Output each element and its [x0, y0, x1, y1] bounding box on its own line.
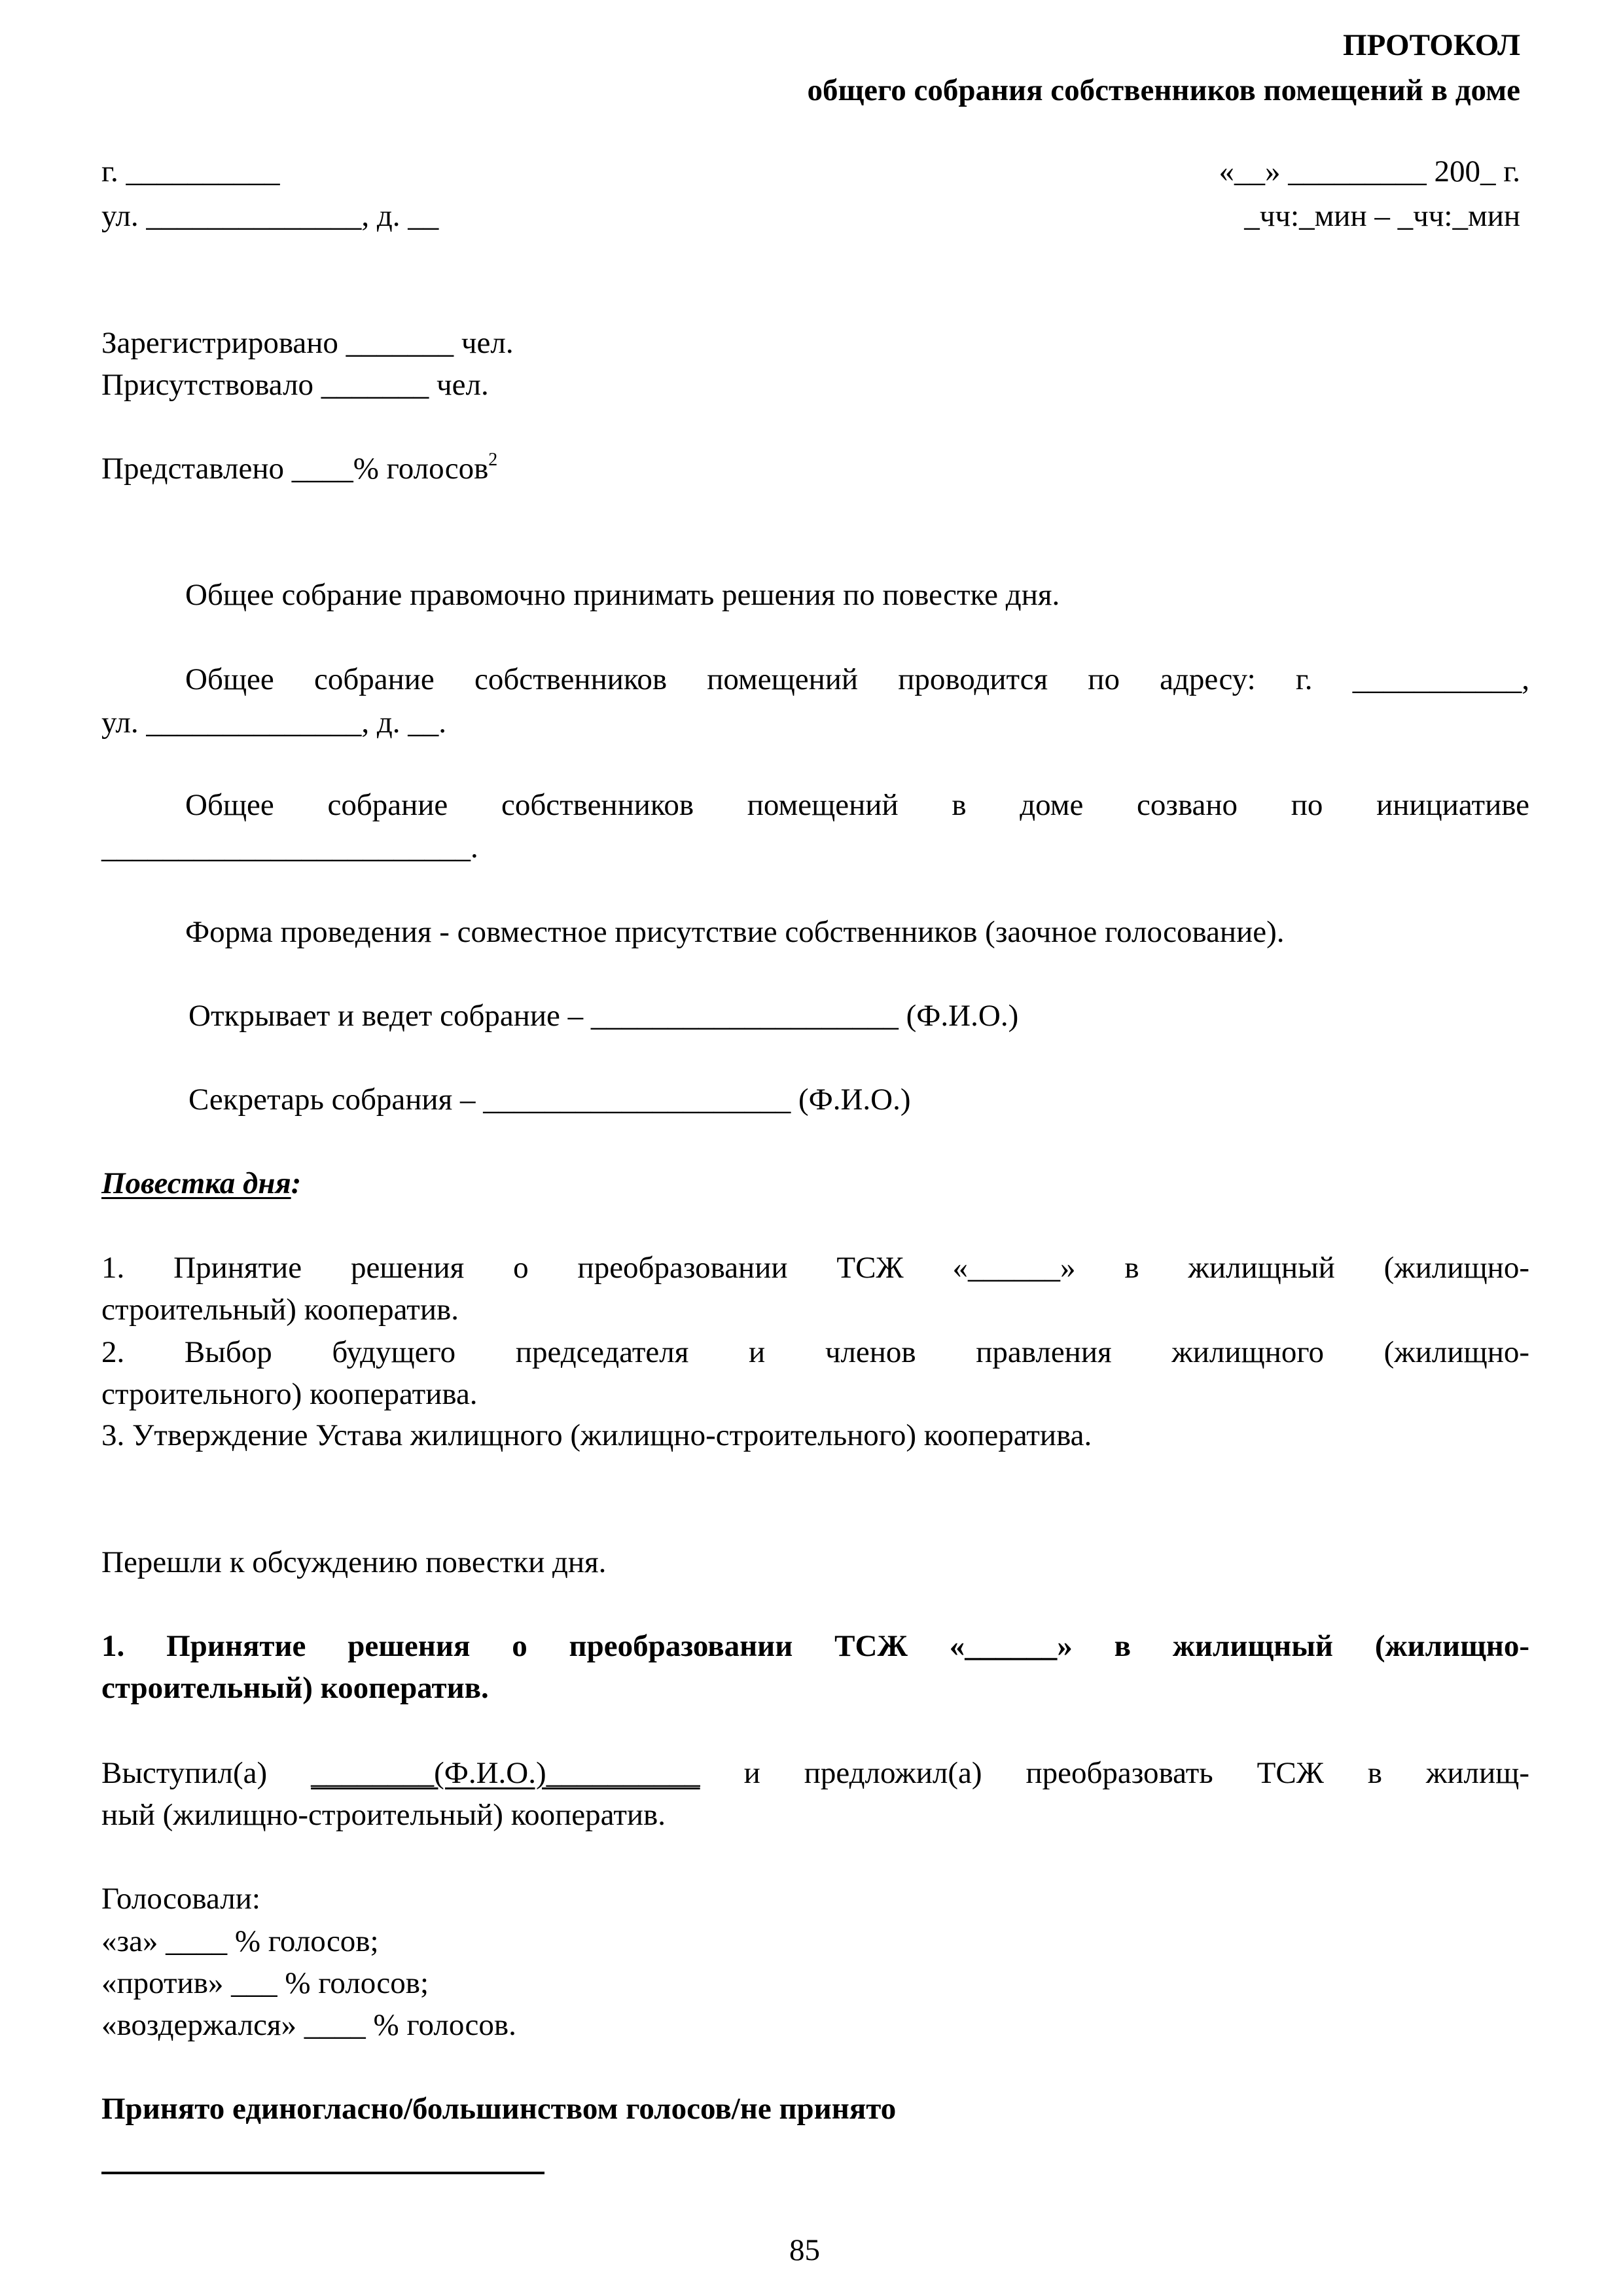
address-line-2: ул. ______________, д. __.: [101, 706, 447, 740]
voting-heading: Голосовали:: [101, 1882, 260, 1916]
city-field: г. __________: [101, 154, 280, 188]
discussion-intro: Перешли к обсуждению повестки дня.: [101, 1545, 607, 1579]
decision-result: Принято единогласно/большинством голосов/не принято: [101, 2092, 897, 2126]
meeting-form: Форма проведения - совместное присутствие собственников (заочное голосование).: [185, 915, 1285, 949]
agenda-heading: [101, 1168, 301, 1199]
date-field: «__» _________ 200_ г.: [1219, 154, 1520, 188]
address-line-1: Общее собрание собственников помещений проводится по адресу: г. ___________,: [185, 662, 1529, 696]
street-field: ул. ______________, д. __: [101, 199, 439, 233]
speaker-prefix: Выступил(а): [101, 1756, 312, 1790]
agenda-item-2-line-1: 2. Выбор будущего председателя и членов правления жилищного (жилищно-: [101, 1335, 1529, 1369]
meeting-secretary: Секретарь собрания – ____________________ (Ф.И.О.): [188, 1083, 911, 1117]
speaker-line-1: [101, 1758, 1529, 1789]
vote-for: «за» ____ % голосов;: [101, 1924, 379, 1958]
footnote-marker: 2: [488, 450, 498, 470]
question-1-line-2: строительный) кооператив.: [101, 1671, 489, 1705]
meeting-chair: Открывает и ведет собрание – ____________________ (Ф.И.О.): [188, 999, 1019, 1033]
agenda-item-3: 3. Утверждение Устава жилищного (жилищно-строительного) кооператива.: [101, 1418, 1092, 1452]
speaker-line-2: ный (жилищно-строительный) кооператив.: [101, 1798, 666, 1832]
page-number: 85: [789, 2233, 820, 2267]
protocol-title: ПРОТОКОЛ: [1343, 28, 1520, 62]
result-blank-line: [101, 2172, 544, 2174]
initiative-line-2: ________________________.: [101, 831, 478, 865]
agenda-item-1-line-1: 1. Принятие решения о преобразовании ТСЖ «______» в жилищный (жилищно-: [101, 1251, 1529, 1285]
speaker-suffix: и предложил(а) преобразовать ТСЖ в жилищ-: [700, 1756, 1529, 1790]
quorum-statement: Общее собрание правомочно принимать решения по повестке дня.: [185, 578, 1060, 612]
votes-text: Представлено ____% голосов: [101, 452, 489, 486]
agenda-heading-text: Повестка дня: [101, 1166, 291, 1200]
agenda-item-1-line-2: строительный) кооператив.: [101, 1293, 459, 1327]
agenda-heading-colon: :: [291, 1166, 302, 1200]
votes-represented: [101, 450, 498, 486]
protocol-subtitle: общего собрания собственников помещений в доме: [807, 73, 1520, 107]
speaker-name: ________(Ф.И.О.)__________: [311, 1756, 700, 1790]
time-field: _чч:_мин – _чч:_мин: [1244, 199, 1520, 233]
vote-against: «против» ___ % голосов;: [101, 1966, 429, 2000]
question-1-line-1: 1. Принятие решения о преобразовании ТСЖ «______» в жилищный (жилищно-: [101, 1629, 1529, 1663]
vote-abstain: «воздержался» ____ % голосов.: [101, 2008, 516, 2042]
present-count: Присутствовало _______ чел.: [101, 368, 489, 402]
registered-count: Зарегистрировано _______ чел.: [101, 326, 514, 360]
initiative-line-1: Общее собрание собственников помещений в доме созвано по инициативе: [185, 788, 1529, 822]
agenda-item-2-line-2: строительного) кооператива.: [101, 1377, 478, 1411]
